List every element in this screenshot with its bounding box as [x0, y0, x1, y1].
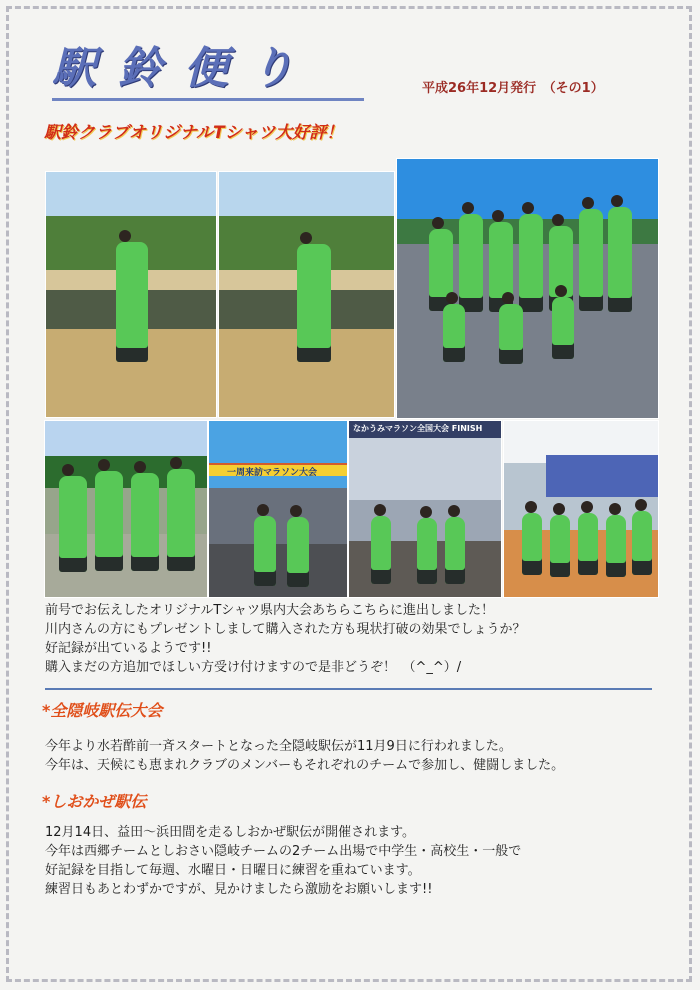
- section-body-oki-ekiden: [45, 737, 564, 775]
- photo-single-back: [218, 171, 395, 418]
- section-body-shiokaze-ekiden: [45, 823, 521, 899]
- intro-line-2: 川内さんの方にもプレゼントしまして購入された方も現状打破の効果でしょうか？: [45, 622, 526, 637]
- intro-text: [45, 601, 525, 677]
- oki-line-2: 今年は、天候にも恵まれクラブのメンバーもそれぞれのチームで参加し、健闘しました。: [45, 758, 565, 773]
- shiokaze-line-2: 今年は西郷チームとしおさい隠岐チームの2チーム出場で中学生・高校生・一般で: [45, 844, 522, 859]
- oki-line-1: 今年より水若酢前一斉スタートとなった全隠岐駅伝が11月9日に行われました。: [45, 739, 512, 754]
- section-heading-shiokaze-ekiden: *しおかぜ駅伝: [42, 792, 147, 811]
- issue-date: 平成26年12月発行 （その1）: [422, 81, 604, 96]
- photo-event-3: [348, 420, 502, 598]
- shiokaze-line-3: 好記録を目指して毎週、水曜日・日曜日に練習を重ねています。: [45, 863, 421, 878]
- intro-line-3: 好記録が出ているようです!!: [45, 641, 212, 656]
- main-headline: 駅鈴クラブオリジナルTシャツ大好評！: [44, 123, 344, 143]
- shiokaze-line-4: 練習日もあとわずかですが、見かけましたら激励をお願いします!!: [45, 882, 433, 897]
- intro-line-4: 購入まだの方追加でほしい方受け付けますので是非どうぞ！ （^_^）/: [45, 660, 462, 675]
- shiokaze-line-1: 12月14日、益田～浜田間を走るしおかぜ駅伝が開催されます。: [45, 825, 416, 840]
- photo-team-group: [396, 158, 659, 419]
- photo-event-1: [44, 420, 208, 598]
- finish-banner-text: なかうみマラソン全国大会 FINISH: [353, 424, 483, 433]
- photo-event-2: [208, 420, 348, 598]
- section-divider: [45, 688, 652, 690]
- section-heading-oki-ekiden: *全隠岐駅伝大会: [42, 701, 163, 720]
- intro-line-1: 前号でお伝えしたオリジナルTシャツ県内大会あちらこちらに進出しました！: [45, 603, 495, 618]
- newsletter-title: 駅鈴便り: [52, 40, 364, 101]
- photo-event-4: [503, 420, 659, 598]
- event-banner-text: 一周来訪マラソン大会: [227, 468, 318, 478]
- photo-single-front: [45, 171, 217, 418]
